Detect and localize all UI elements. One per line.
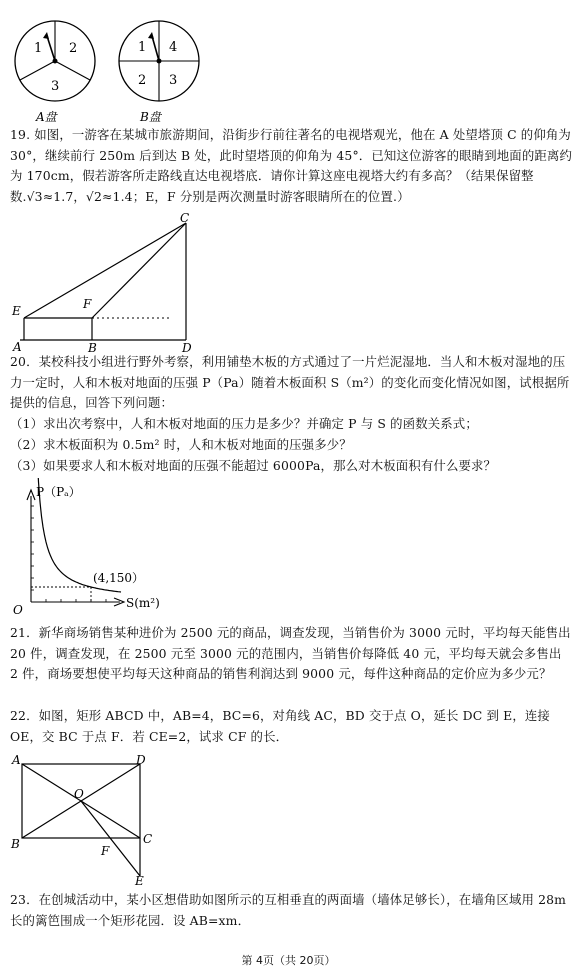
spinner-b-sector-3: 3	[169, 73, 178, 88]
pressure-graph	[8, 478, 178, 618]
question-22: 22．如图，矩形 ABCD 中，AB=4，BC=6，对角线 AC，BD 交于点 O，延长 DC 到 E，连接 OE，交 BC 于点 F．若 CE=2，试求 CF 的长．	[10, 708, 550, 744]
spinner-a-sector-3: 3	[51, 79, 60, 94]
graph-x-label: S(m²)	[126, 596, 160, 610]
question-19: 19. 如图，一游客在某城市旅游期间，沿街步行前往著名的电视塔观光，他在 A 处望塔顶 C 的仰角为 30°，继续前行 250m 后到达 B 处，此时望塔顶的仰角为 45°．已知这位游客的眼睛到地面的距离约为 170cm，假若游客所走路线直达电视塔底．请你计算这座电视塔大约有多高？（结果保留整数.√3≈1.7，√2≈1.4；E，F 分别是两次测量时游客眼睛所在的位置.）	[10, 127, 572, 204]
rect-label-D: D	[136, 753, 146, 767]
graph-origin: O	[13, 603, 23, 617]
rect-label-A: A	[12, 753, 21, 767]
spinner-figures	[14, 18, 204, 126]
graph-point-label: (4,150）	[93, 571, 145, 585]
spinner-b-sector-1: 1	[138, 40, 147, 55]
tower-label-A: A	[13, 340, 22, 353]
rect-label-O: O	[74, 787, 84, 801]
spinner-b-sector-2: 2	[138, 73, 147, 88]
spinner-a-sector-1: 1	[34, 41, 43, 56]
tower-label-B: B	[88, 341, 97, 353]
spinner-a-caption: A盘	[36, 110, 57, 124]
rectangle-figure	[8, 752, 158, 887]
tower-figure	[10, 213, 200, 353]
spinner-b-caption: B盘	[140, 110, 161, 124]
spinner-a	[15, 21, 95, 124]
spinner-b	[119, 21, 199, 124]
rect-label-E: E	[135, 874, 144, 887]
tower-label-D: D	[182, 341, 192, 353]
question-20-part-1: （1）求出次考察中，人和木板对地面的压力是多少？并确定 P 与 S 的函数关系式；	[10, 416, 478, 431]
question-20-part-2: （2）求木板面积为 0.5m² 时，人和木板对地面的压强多少？	[10, 437, 352, 452]
tower-label-C: C	[180, 213, 190, 225]
question-20: 20．某校科技小组进行野外考察，利用铺垫木板的方式通过了一片烂泥湿地．当人和木板对湿地的压力一定时，人和木板对地面的压强 P（Pa）随着木板面积 S（m²）的变化而变化情况如图，试根据所提供的信息，回答下列问题：	[10, 354, 570, 411]
graph-y-label: P（Pₐ）	[36, 485, 81, 499]
question-20-part-3: （3）如果要求人和木板对地面的压强不能超过 6000Pa，那么对木板面积有什么要求？	[10, 458, 497, 473]
question-21: 21．新华商场销售某种进价为 2500 元的商品，调查发现，当销售价为 3000 元时，平均每天能售出 20 件，调查发现，在 2500 元至 3000 元的范围内，当销售价每降低 40 元，平均每天就会多售出 2 件，商场要想使平均每天这种商品的销售利润达到 9000 元，每件这种商品的定价应为多少元？	[10, 625, 571, 682]
question-23: 23．在创城活动中，某小区想借助如图所示的互相垂直的两面墙（墙体足够长），在墙角区域用 28m 长的篱笆围成一个矩形花园．设 AB=xm．	[10, 892, 567, 928]
tower-label-F: F	[83, 297, 92, 311]
spinner-a-sector-2: 2	[69, 41, 78, 56]
tower-label-E: E	[12, 304, 21, 318]
rect-label-F: F	[101, 844, 110, 858]
page-footer: 第 4页（共 20页）	[241, 954, 336, 967]
rect-label-C: C	[143, 832, 153, 846]
rect-label-B: B	[11, 837, 20, 851]
spinner-b-sector-4: 4	[169, 40, 178, 55]
